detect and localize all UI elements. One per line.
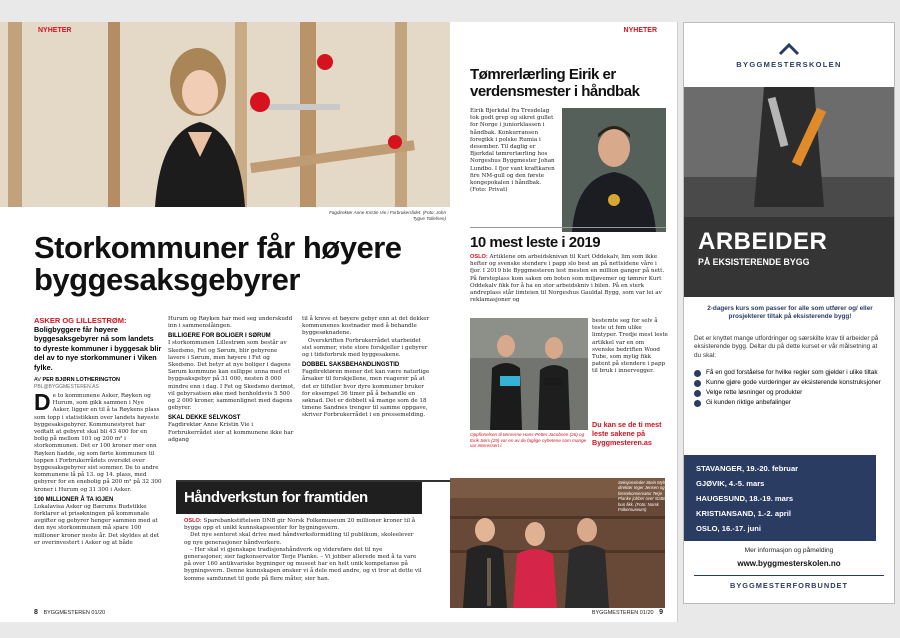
ad-footer-rule [694,575,884,576]
hero-photo-caption: Fagdirektør Anne Kristin Vie i Forbrukerrådet. (Foto: John Tygve Tollefsen) [329,210,446,221]
story1-text: Eirik Bjerkdal fra Tresdelag tok godt grep og sikret gullet for Norge i juniorklassen i håndbak. Konkurransen foregikk i polske Rumia i desember. Til daglig er Bjerkdal tømrerlærling hos Norgeshus Byggmester Johan Lundbo. I fjor vant kraftkaren fire NM-gull og den første kongepokalen i håndbak. (Foto: Privat) [470,108,555,194]
lede-kicker: ASKER OG LILLESTRØM: [34,316,127,325]
ad-bullet [694,379,886,387]
ad-bullet-text: Få en god forståelse for hvilke regler som gjelder i ulike tiltak [706,369,878,376]
handverkstun-box [176,480,450,608]
footer-text: BYGGMESTEREN 01/20 [43,610,106,616]
ad-header [684,23,894,87]
ad-brand: BYGGMESTERSKOLEN [736,59,842,69]
box-headline: Håndverkstun for framtiden [184,489,368,506]
story2-text [470,254,666,304]
ad-bullet-text: Kunne gjøre gode vurderinger av eksisterende konstruksjoner [706,379,881,386]
story2-headline: 10 mest leste i 2019 [470,234,601,251]
ad-dates-box [683,455,876,541]
ad-info: Mer informasjon og påmelding [744,547,834,554]
story1-headline: Tømrerlærling Eirik er verdensmester i håndbak [470,66,640,100]
box-text2: Det nye senteret skal drive med håndverksformidling til publikum, skoleelever og nye generasjoner håndverkere. [184,532,414,546]
hero-photo [0,22,450,207]
story2-kicker: OSLO: [470,254,488,260]
story2-photo-image [470,318,588,430]
col3-text2: Overskriften Forbrukerrådet utarbeidet sist sommer, viste store forskjeller i gebyrer og i tidsforbruk med byggesakene. [302,337,428,359]
ad-date: STAVANGER, 19.-20. februar [696,464,799,473]
footer-page-number-right: 9 [659,609,663,616]
story2-photo [470,318,588,430]
col2-text3: Fagdirektør Anne Kristin Vie i Forbrukerrådet sier at kommunene ikke har adgang [168,422,294,443]
story2-photo-caption: Oppfinnelsen til tømrerne Hans-Petter Jacobsen (26) og Eirik Sørs (29) var en av de faglige nyhetene som mange var interessert i. [470,432,587,449]
footer-text-right: BYGGMESTEREN 01/20 [591,610,654,616]
byline-email: PBL@BYGGMESTEREN.AS [34,384,99,391]
left-page [0,22,450,622]
subhead-sorum: BILLIGERE FOR BOLIGER I SØRUM [168,333,271,340]
ad-date: GJØVIK, 4.-5. mars [696,479,765,488]
byline [34,377,162,384]
section-tag: NYHETER [38,27,72,34]
ad-date: KRISTIANSAND, 1.-2. april [696,509,791,518]
col3-text: til å kreve et høyere gebyr enn at det dekker kommunenes kostnader med å behandle byggesøknadene. [302,316,430,337]
col2-text2: I storkommunen Lillestrøm som består av Skedsmo, Fet og Sørum, blir gebyrene lavere i Sørum, men høyere i Fet og Skedsmo. Det betyr at nye boliger i dagens Sørum kommune kan esllippe unna med et byggsaksgebyr på 31 000, nesten 8 000 mindre enn i dag. I Fet og Skedsmo derimot, vil gebyrsatsen øke med henholdsvis 5 500 og 2 000 kroner, sammenlignet med dagens gebyrer. [168,340,296,412]
ad-footer-brand: BYGGMESTERFORBUNDET [730,581,848,590]
ad-url-link[interactable]: www.byggmesterskolen.no [737,559,841,568]
ad-bullet-text: Gi kunden riktige anbefalinger [706,399,791,406]
box-kicker: OSLO: [184,518,202,524]
dropcap: D [34,389,51,416]
story-divider [470,227,666,228]
subhead-selvkost: SKAL DEKKE SELVKOST [168,415,241,422]
col2-text: Hurum og Røyken har med seg underskudd inn i sammenslåingen. [168,316,293,330]
ad-intro: 2-dagers kurs som passer for alle som utfører og/ eller prosjekterer tiltak på eksisterende bygg! [707,305,873,320]
ad-bullet-list [694,369,886,409]
col1-text: e to kommunene Asker, Røyken og Hurum, som gikk sammen i Nye Asker, ligger en til å ta Røykens plass som topp i statistikken over landets høyeste byggesaksgebyrer. Kommunestyret har vedtatt at gebyret skal bli 43 400 for en bolig på mellom 101 og 200 m² i storkommunen. Det er 100 kroner mer enn Røyken hadde, og som førte kommunen til toppen i Forbrukerrådets oversikt over byggesaksgebyrer sist sommer. De to andre kommunene lå på 13. og 14. plass, med gebyrer for en enebolig på 200 m² på 32 300 kroner i Hurum og 31 300 i Asker. [34,393,162,493]
box-text: Sparebankstiftelsen DNB gir Norsk Folkemuseum 20 millioner kroner til å bygge opp et unikt kunnskapssenter for bygningsvern. [184,518,416,532]
article-body-1 [34,389,162,494]
ad-bullet [694,399,886,407]
section-tag-right: NYHETER [623,27,657,34]
story1-photo-image [562,108,666,232]
story1-photo [562,108,666,232]
ad-bullet [694,369,886,377]
ad-hero-title: ARBEIDER [698,228,828,255]
footer-page-number: 8 [34,609,38,616]
right-page [450,22,678,622]
col3-text3: Fagdirektøren mener det kan være naturlige årsaker til forskjellene, men reagerer på at det er tilfeller hvor dyre kommuner bruker for eksempel 36 timer på å behandle en søknad. Det er dobbelt så mange som de 18 timene Sandnes trenger til samme oppgave, skriver Forbrukerrådet i en pressemelding. [302,369,430,419]
hero-photo-image [0,22,450,207]
check-bullet-icon [694,390,701,397]
article-col-1 [34,316,162,547]
lede: Boligbyggere får høyere byggesaksgebyrer nå som landets to dyreste kommuner i byggesak blir del av to nye storkommuner i Viken fylke. [34,325,162,372]
chevron-logo-icon [778,42,800,56]
check-bullet-icon [694,370,701,377]
check-bullet-icon [694,380,701,387]
ad-date: OSLO, 16.-17. juni [696,524,761,533]
check-bullet-icon [694,400,701,407]
story2-cta: Du kan se de ti mest leste sakene på Byggmesteren.as [592,420,662,447]
ad-bullet-text: Velge rette løsninger og produkter [706,389,803,396]
ad-hero-subtitle: PÅ EKSISTERENDE BYGG [698,257,810,267]
right-footer [592,609,663,616]
byggmesterskolen-ad [683,22,895,604]
article-col-3 [302,316,430,420]
subhead-100-millioner: 100 MILLIONER Å TA IGJEN [34,496,114,503]
ad-body: Det er knyttet mange utfordringer og særskilte krav til arbeider på eksisterende bygg. Deltar du på dette kurset er vår målsetning at du skal: [694,335,879,359]
story2-text-body: Artiklene om arbeidsknivan til Kurt Oddekalv, lim som ikke hefter og svenske stendere i papp slo best an på nettsidene våre i fjor. I 2019 ble Byggmesteren lest mesten en million ganger på nett. På førsteplass kom saken om boten som miljøvemer og tømrer Kurt Oddekalv fikk for å ha en stor arbeidskniv i bilen. På en sterk andreplass står limteien til Norgeshus Gauldal Bygg, som var lei av reklamasjoner og [470,254,665,304]
byline-prefix: AV [34,377,41,384]
col1-text2: Lokalavisa Asker og Bærums Budstikke forklarer at prisøkningen på kommunale avgifter og gebyrer henger sammen med at den nye storkommunen må spare 100 millioner kroner neste år. Det skyldes at det er overinvestert i Asker og at både [34,503,160,546]
box-body [184,518,422,583]
ad-bullet [694,389,886,397]
ad-date: HAUGESUND, 18.-19. mars [696,494,794,503]
box-text3: – Her skal vi gjenskape tradisjonshåndverk og videreføre det til nye generasjoner, sier fagkonservator Terje Planke. – Vi jobber allerede med å ta vare på over 160 antikvariske bygninger og museet har en helt unik kompetanse på bygningsvern. Denne kunnskapen ønsker vi å dele med andre, og vi tror at dette vil komme samfunnet til gode på flere måter, sier han. [184,546,422,582]
handverkstun-caption: Seksjonsleder Stein Myhren, direktør Inger Jensen og førstekonservator Terje Planke jobber over statten da hun fikk. (Foto: Norsk Folkemuseum) [618,480,674,513]
subhead-saksbehandlingstid: DOBBEL SAKSBEHANDLINGSTID [302,362,400,369]
headline: Storkommuner får høyere byggesaksgebyrer [34,230,402,297]
byline-name: PER BJØRN LOTHERINGTON [42,377,120,384]
left-footer [34,609,105,616]
article-col-2 [168,316,296,444]
story2-text2: bestemte seg for selv å teste ut fem ulike limtyper. Tredje mest leste artikkel var en om svenske bedriften Wood Tube, som mylig fikk patent på stendere i papp til bruk i innervegger. [592,318,668,375]
